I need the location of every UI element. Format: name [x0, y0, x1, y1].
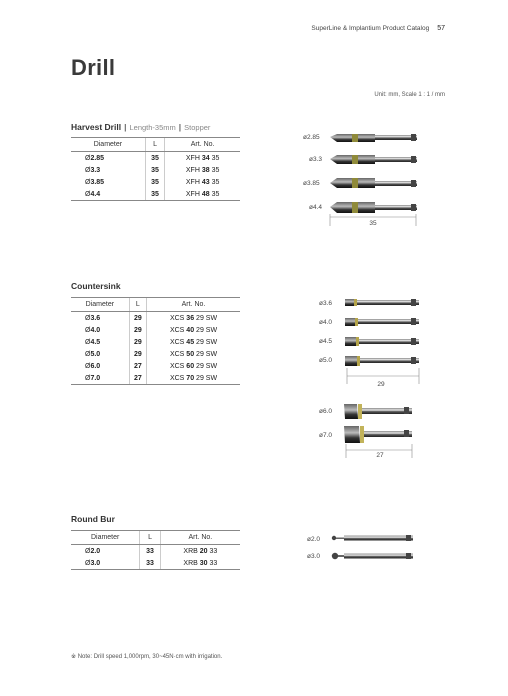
round-bur-label-2: ø3.0 [307, 553, 321, 560]
art-prefix: XCS [169, 326, 185, 334]
art-suffix: 33 [209, 559, 218, 567]
harvest-drill-stopper: Stopper [184, 123, 211, 132]
separator: | [178, 122, 182, 132]
length-cell: 33 [140, 557, 160, 570]
harvest-label-4: ø4.4 [309, 204, 323, 211]
art-suffix: 33 [209, 547, 218, 555]
countersink-2 [319, 318, 419, 326]
art-code: 38 [201, 166, 210, 174]
art-prefix: XRB [183, 559, 198, 567]
art-prefix: XCS [169, 350, 185, 358]
countersink-5 [319, 404, 412, 419]
harvest-label-1: ø2.85 [303, 134, 320, 141]
art-code: 48 [201, 190, 210, 198]
art-code: 40 [186, 326, 195, 334]
art-suffix: 35 [211, 166, 220, 174]
diameter-symbol: Ø [85, 314, 91, 322]
harvest-label-2: ø3.3 [309, 156, 323, 163]
countersink-4 [319, 356, 419, 366]
art-prefix: XFH [185, 190, 200, 198]
countersink-label-2: ø4.0 [319, 319, 333, 326]
separator: | [124, 122, 127, 132]
art-code: 34 [201, 154, 210, 162]
harvest-drill-4 [309, 202, 417, 213]
art-suffix: 29 SW [196, 314, 218, 322]
art-suffix: 29 SW [196, 338, 218, 346]
countersink-1 [319, 299, 419, 307]
harvest-drill-2 [309, 155, 417, 164]
art-prefix: XCS [169, 338, 185, 346]
art-suffix: 29 SW [196, 350, 218, 358]
countersink-3 [319, 337, 419, 346]
harvest-drill-3 [303, 178, 417, 188]
length-cell: 27 [129, 372, 146, 385]
harvest-drill-length: Length-35mm [129, 123, 176, 132]
art-suffix: 35 [211, 154, 220, 162]
art-code: 45 [186, 338, 195, 346]
harvest-dimension [330, 214, 416, 227]
length-cell: 29 [129, 348, 146, 360]
diameter-symbol: Ø [85, 559, 91, 567]
countersink-6 [319, 426, 412, 443]
countersink-dimension-top [347, 368, 419, 388]
column-header: L [140, 531, 160, 545]
art-suffix: 29 SW [196, 362, 218, 370]
diameter-value: 7.0 [90, 374, 101, 382]
column-header: Art. No. [147, 298, 241, 312]
art-suffix: 29 SW [196, 374, 218, 382]
art-prefix: XCS [169, 362, 185, 370]
harvest-dim-label: 35 [369, 220, 377, 227]
art-prefix: XCS [169, 374, 185, 382]
length-cell: 27 [129, 360, 146, 372]
countersink-label-3: ø4.5 [319, 338, 333, 345]
round-bur-1 [307, 535, 413, 543]
round-bur-2 [307, 553, 413, 560]
art-code: 50 [186, 350, 195, 358]
diameter-value: 2.85 [90, 154, 105, 162]
countersink-label-6: ø7.0 [319, 432, 333, 439]
art-code: 36 [186, 314, 195, 322]
diameter-symbol: Ø [85, 166, 91, 174]
art-prefix: XFH [185, 178, 200, 186]
art-suffix: 35 [211, 178, 220, 186]
diameter-value: 4.4 [90, 190, 101, 198]
diameter-symbol: Ø [85, 338, 91, 346]
art-prefix: XFH [185, 166, 200, 174]
column-header: Diameter [71, 531, 140, 545]
catalog-name: SuperLine & Implantium Product Catalog [311, 25, 430, 32]
countersink-label-4: ø5.0 [319, 357, 333, 364]
column-header: Diameter [71, 138, 145, 152]
diameter-symbol: Ø [85, 178, 91, 186]
diameter-value: 5.0 [90, 350, 101, 358]
diameter-value: 3.85 [90, 178, 105, 186]
diameter-symbol: Ø [85, 350, 91, 358]
diameter-value: 3.6 [90, 314, 101, 322]
art-code: 70 [186, 374, 195, 382]
column-header: Art. No. [160, 531, 240, 545]
round-bur-title: Round Bur [71, 514, 115, 524]
countersink-dim-top-label: 29 [377, 381, 385, 388]
countersink-label-5: ø6.0 [319, 408, 333, 415]
length-cell: 35 [145, 152, 164, 165]
countersink-dimension-bottom [346, 444, 412, 459]
page-title: Drill [71, 55, 116, 80]
art-suffix: 35 [211, 190, 220, 198]
art-code: 20 [199, 547, 208, 555]
art-code: 60 [186, 362, 195, 370]
diameter-symbol: Ø [85, 154, 91, 162]
drill-speed-note: ※ Note: Drill speed 1,000rpm, 30~45N·cm with irrigation. [71, 654, 223, 660]
diameter-symbol: Ø [85, 374, 91, 382]
diameter-symbol: Ø [85, 190, 91, 198]
length-cell: 29 [129, 312, 146, 325]
length-cell: 35 [145, 188, 164, 201]
harvest-drill-1 [303, 134, 417, 142]
countersink-title: Countersink [71, 281, 121, 291]
length-cell: 35 [145, 164, 164, 176]
length-cell: 29 [129, 336, 146, 348]
page-number: 57 [437, 25, 445, 32]
countersink-dim-bottom-label: 27 [376, 452, 384, 459]
diameter-value: 6.0 [90, 362, 101, 370]
column-header: Art. No. [165, 138, 240, 152]
diameter-value: 3.0 [90, 559, 101, 567]
unit-note: Unit: mm, Scale 1 : 1 / mm [374, 92, 445, 98]
countersink-label-1: ø3.6 [319, 300, 333, 307]
diameter-value: 3.3 [90, 166, 101, 174]
art-prefix: XCS [169, 314, 185, 322]
column-header: L [129, 298, 146, 312]
diameter-symbol: Ø [85, 362, 91, 370]
length-cell: 33 [140, 545, 160, 558]
diameter-symbol: Ø [85, 547, 91, 555]
art-suffix: 29 SW [196, 326, 218, 334]
art-code: 30 [199, 559, 208, 567]
art-prefix: XFH [185, 154, 200, 162]
art-prefix: XRB [183, 547, 198, 555]
column-header: Diameter [71, 298, 129, 312]
length-cell: 35 [145, 176, 164, 188]
length-cell: 29 [129, 324, 146, 336]
round-bur-label-1: ø2.0 [307, 536, 321, 543]
harvest-drill-name: Harvest Drill [71, 122, 122, 132]
diameter-symbol: Ø [85, 326, 91, 334]
diameter-value: 4.5 [90, 338, 101, 346]
harvest-label-3: ø3.85 [303, 180, 320, 187]
diameter-value: 4.0 [90, 326, 101, 334]
diameter-value: 2.0 [90, 547, 101, 555]
column-header: L [145, 138, 164, 152]
art-code: 43 [201, 178, 210, 186]
